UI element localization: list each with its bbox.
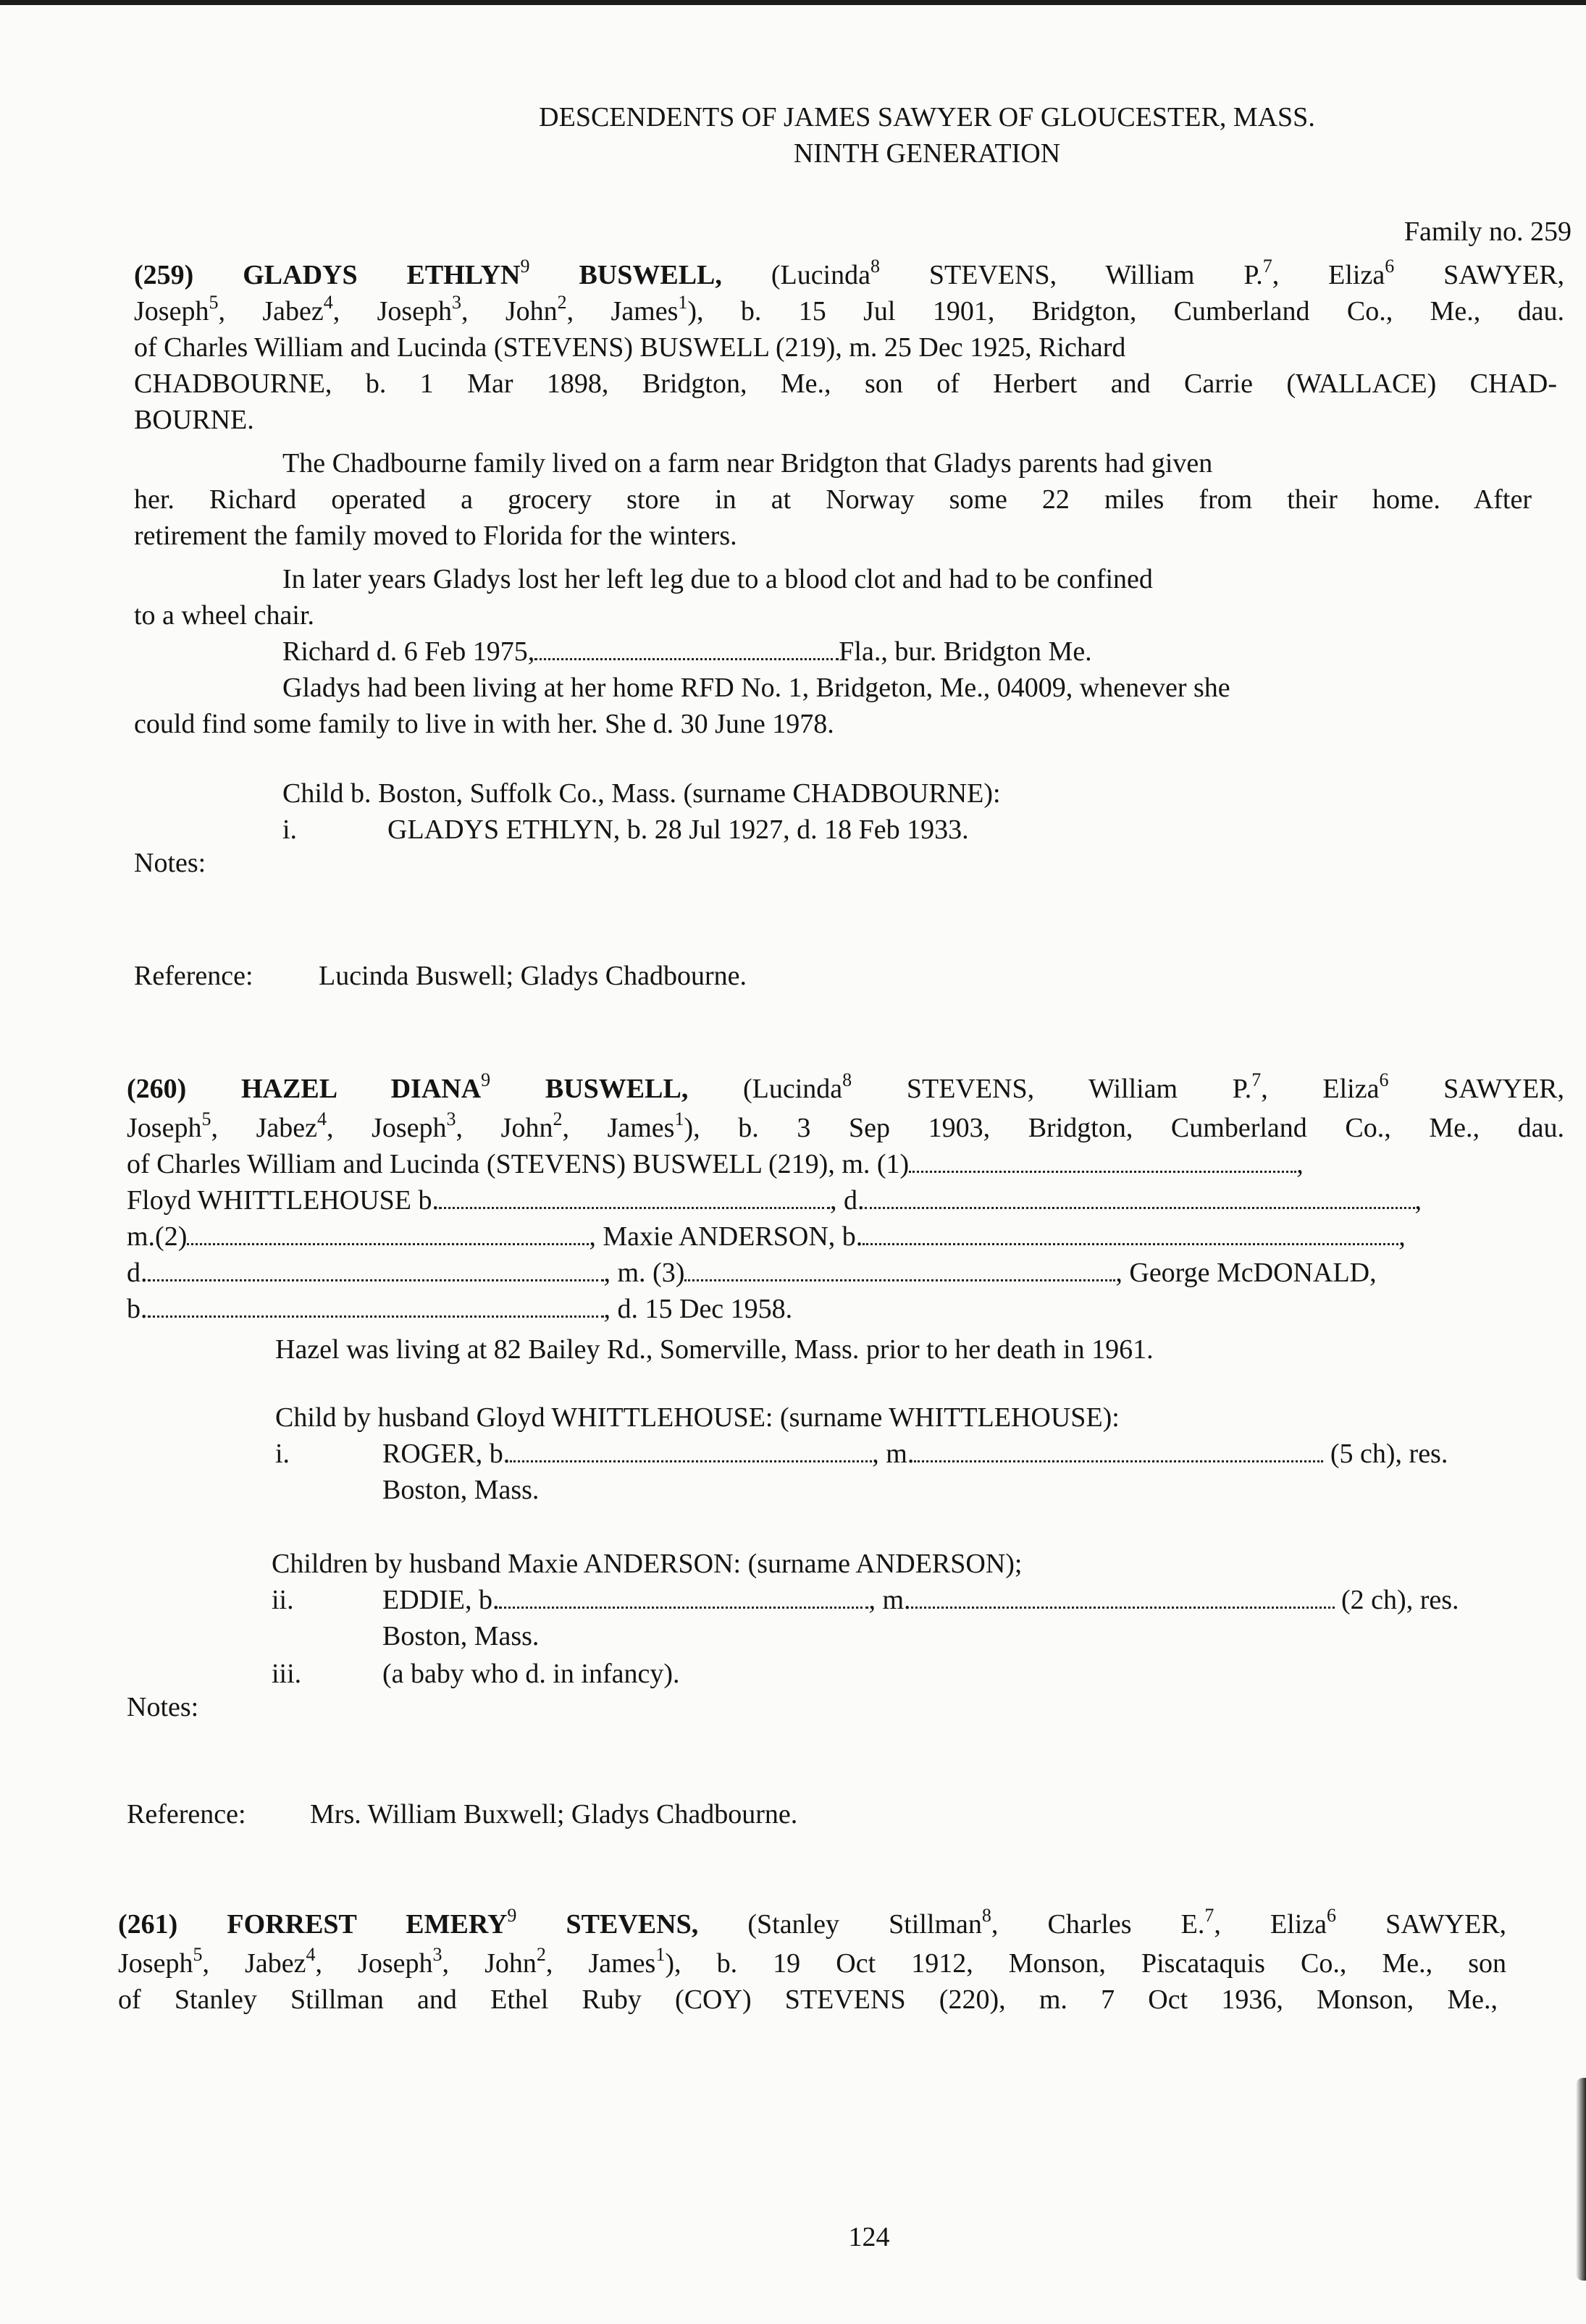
child-residence: Boston, Mass. xyxy=(382,1621,540,1651)
entry-260-line-5: m.(2) , Maxie ANDERSON, b. , xyxy=(127,1221,1406,1252)
paragraph-line: retirement the family moved to Florida for the winters. xyxy=(134,521,737,551)
paragraph-line: Richard d. 6 Feb 1975, Fla., bur. Bridgton Me. xyxy=(282,636,1092,667)
notes-label: Notes: xyxy=(134,848,206,878)
paragraph-line: could find some family to live in with her. She d. 30 June 1978. xyxy=(134,709,834,739)
child-number: iii. xyxy=(272,1659,302,1689)
entry-number: (259) xyxy=(134,260,194,290)
child-number: ii. xyxy=(272,1585,294,1615)
entry-260-line-3: of Charles William and Lucinda (STEVENS) BUSWELL (219), m. (1) , xyxy=(127,1149,1304,1179)
person-surname: BUSWELL, xyxy=(545,1074,689,1104)
children-intro: Children by husband Maxie ANDERSON: (surname ANDERSON); xyxy=(272,1549,1023,1579)
entry-260-line-1: (260) HAZEL DIANA$^9$ BUSWELL, (Lucinda$^8$ STEVENS, William P.$^7$, Eliza$^6$ SAWYER, xyxy=(127,1069,1565,1104)
paragraph-line: In later years Gladys lost her left leg due to a blood clot and had to be confined xyxy=(282,564,1153,594)
family-number: Family no. 259 xyxy=(1404,216,1572,247)
person-name: GLADYS ETHLYN xyxy=(243,260,521,290)
child-entry: EDDIE, b. , m. (2 ch), res. xyxy=(382,1585,1459,1615)
entry-260-line-6: d. , m. (3) , George McDONALD, xyxy=(127,1258,1377,1288)
child-number: i. xyxy=(275,1439,290,1469)
reference-text: Lucinda Buswell; Gladys Chadbourne. xyxy=(319,961,747,991)
children-intro: Child b. Boston, Suffolk Co., Mass. (surname CHADBOURNE): xyxy=(282,778,1001,809)
entry-259-line-1: (259) GLADYS ETHLYN$^9$ BUSWELL, (Lucinda$^8$ STEVENS, William P.$^7$, Eliza$^6$ SAWYER, xyxy=(134,256,1565,290)
page-top-rule xyxy=(0,0,1586,5)
child-entry: ROGER, b. , m. (5 ch), res. xyxy=(382,1439,1448,1469)
paragraph-line: The Chadbourne family lived on a farm near Bridgton that Gladys parents had given xyxy=(282,448,1213,479)
entry-259-line-3: of Charles William and Lucinda (STEVENS) BUSWELL (219), m. 25 Dec 1925, Richard xyxy=(134,332,1126,363)
entry-261-line-3: of Stanley Stillman and Ethel Ruby (COY) STEVENS (220), m. 7 Oct 1936, Monson, Me., xyxy=(118,1984,1498,2015)
child-entry: GLADYS ETHLYN, b. 28 Jul 1927, d. 18 Feb 1933. xyxy=(387,814,969,845)
page-edge-shadow xyxy=(1576,2078,1586,2281)
person-name: HAZEL DIANA xyxy=(241,1074,482,1104)
page-number: 124 xyxy=(848,2222,890,2252)
page-title: DESCENDENTS OF JAMES SAWYER OF GLOUCESTER, MASS. xyxy=(539,102,1315,132)
paragraph-line: her. Richard operated a grocery store in at Norway some 22 miles from their home. After xyxy=(134,484,1532,515)
entry-260-line-7: b. , d. 15 Dec 1958. xyxy=(127,1294,793,1324)
entry-259-line-4: CHADBOURNE, b. 1 Mar 1898, Bridgton, Me., son of Herbert and Carrie (WALLACE) CHAD- xyxy=(134,369,1557,399)
entry-259-line-2: Joseph$^5$, Jabez$^4$, Joseph$^3$, John$^2$, James$^1$), b. 15 Jul 1901, Bridgton, Cumberland Co., Me., dau. xyxy=(134,292,1564,327)
children-intro: Child by husband Gloyd WHITTLEHOUSE: (surname WHITTLEHOUSE): xyxy=(275,1402,1120,1433)
reference-label: Reference: xyxy=(134,961,253,991)
entry-number: (261) xyxy=(118,1909,178,1940)
entry-261-line-2: Joseph$^5$, Jabez$^4$, Joseph$^3$, John$^2$, James$^1$), b. 19 Oct 1912, Monson, Piscataquis Co., Me., son xyxy=(118,1944,1507,1979)
paragraph-line: Hazel was living at 82 Bailey Rd., Somerville, Mass. prior to her death in 1961. xyxy=(275,1334,1154,1365)
person-name: FORREST EMERY xyxy=(227,1909,508,1940)
person-surname: BUSWELL, xyxy=(579,260,722,290)
child-entry: (a baby who d. in infancy). xyxy=(382,1659,680,1689)
entry-260-line-2: Joseph$^5$, Jabez$^4$, Joseph$^3$, John$^2$, James$^1$), b. 3 Sep 1903, Bridgton, Cumberland Co., Me., dau. xyxy=(127,1108,1565,1143)
entry-number: (260) xyxy=(127,1074,187,1104)
generation-heading: NINTH GENERATION xyxy=(793,138,1061,169)
paragraph-line: Gladys had been living at her home RFD No. 1, Bridgeton, Me., 04009, whenever she xyxy=(282,673,1230,703)
reference-text: Mrs. William Buxwell; Gladys Chadbourne. xyxy=(310,1799,798,1830)
entry-261-line-1: (261) FORREST EMERY$^9$ STEVENS, (Stanley Stillman$^8$, Charles E.$^7$, Eliza$^6$ SAWYER, xyxy=(118,1905,1507,1940)
entry-259-line-5: BOURNE. xyxy=(134,405,254,435)
paragraph-line: to a wheel chair. xyxy=(134,600,315,631)
reference-label: Reference: xyxy=(127,1799,246,1830)
notes-label: Notes: xyxy=(127,1692,199,1722)
entry-260-line-4: Floyd WHITTLEHOUSE b. , d. , xyxy=(127,1185,1422,1216)
child-residence: Boston, Mass. xyxy=(382,1475,540,1505)
child-number: i. xyxy=(282,814,298,845)
person-surname: STEVENS, xyxy=(566,1909,699,1940)
